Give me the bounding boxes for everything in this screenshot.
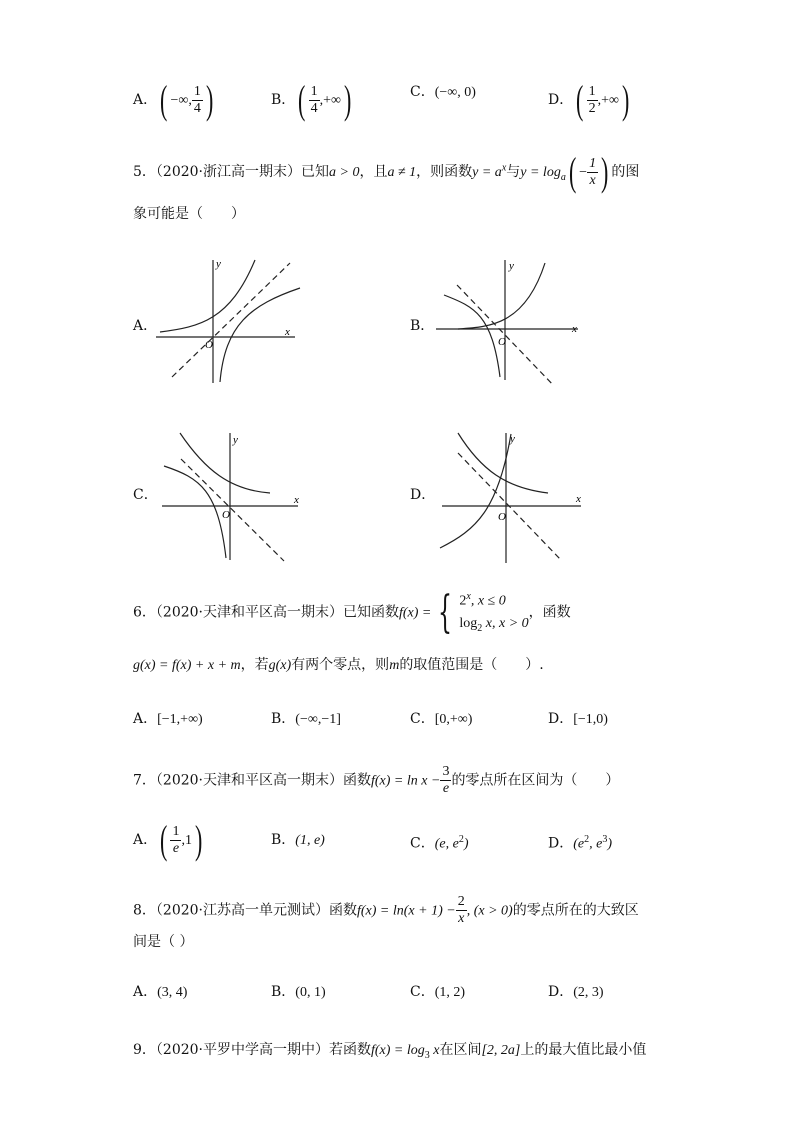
option-label: B． [271, 984, 296, 1000]
q8-stem-line2: 间是（ ） [133, 934, 194, 950]
option-text: (1, 2) [434, 985, 466, 1000]
option-label: A． [133, 832, 158, 848]
q7-option-d[interactable] [548, 830, 612, 855]
option-label: C． [410, 835, 435, 852]
q5-graph-label-d[interactable]: D． [410, 487, 436, 503]
axis-x-label: x [285, 326, 290, 338]
origin-label: O [222, 509, 230, 521]
option-text: ,+∞ [319, 93, 342, 108]
math: f(x) = ln x − [371, 773, 441, 789]
fraction: $\frac{2}{x}$ [457, 894, 465, 926]
q8-option-a[interactable] [133, 982, 187, 1003]
dashed-line [181, 459, 284, 561]
option-text: (e, e [434, 836, 459, 852]
math: [2, 2a] [481, 1043, 521, 1058]
math: y = a [472, 165, 502, 180]
option-label: C． [410, 984, 435, 1000]
option-text: (−∞,−1] [295, 712, 341, 727]
option-text: [−1,0) [573, 712, 608, 727]
option-text: , e [589, 836, 603, 852]
option-label: A． [133, 711, 158, 727]
axis-x-label: x [572, 323, 577, 335]
q7-option-c[interactable] [410, 830, 468, 855]
origin-label: O [205, 339, 213, 351]
q9-stem-line1 [133, 1040, 646, 1066]
axis-y-label: y [510, 433, 515, 445]
axis-y-label: y [233, 434, 238, 446]
question-text: 的零点所在的大致区 [512, 902, 639, 919]
math: a > 0 [329, 165, 360, 180]
q7-option-a[interactable] [133, 817, 205, 862]
option-text: (3, 4) [157, 985, 188, 1000]
q6-stem-line1 [133, 586, 571, 639]
exponential-curve [160, 260, 255, 332]
piecewise-cases: 2$^x$, x ≤ 0 $\log_2 x$, x > 0 [459, 591, 529, 634]
graph-a[interactable] [150, 255, 310, 385]
right-paren: ) [344, 77, 352, 122]
origin-label: O [498, 511, 506, 523]
origin-label: O [498, 336, 506, 348]
q6-stem-line2 [133, 655, 544, 676]
q4-option-b[interactable] [271, 77, 354, 122]
question-text: ，若 [240, 657, 269, 673]
option-label: D． [548, 835, 574, 852]
q6-option-a[interactable] [133, 709, 203, 730]
option-text: (−∞, 0) [434, 85, 476, 100]
option-text: ) [607, 836, 613, 852]
option-text: ,1 [181, 833, 192, 848]
log-curve [444, 295, 500, 377]
option-text: −∞, [170, 93, 192, 108]
q6-option-c[interactable] [410, 709, 472, 730]
question-text: 的图 [611, 164, 640, 180]
question-text: ，则函数 [416, 164, 473, 180]
graph-c[interactable] [160, 430, 310, 565]
right-paren: ) [601, 149, 609, 194]
fraction: $\frac{1}{4}$ [310, 83, 318, 116]
q4-option-d[interactable] [548, 77, 632, 122]
option-text: (2, 3) [573, 985, 604, 1000]
question-text: 7．（2020·天津和平区高一期末）函数 [133, 772, 371, 789]
curve-upper [458, 433, 548, 493]
option-text: (1, e) [295, 833, 325, 848]
option-label: A． [133, 92, 158, 108]
graph-b[interactable] [430, 255, 590, 385]
question-text: 9．（2020·平罗中学高一期中）若函数 [133, 1042, 371, 1058]
option-text: ,+∞ [597, 93, 619, 108]
option-label: A． [133, 984, 158, 1000]
q4-option-a[interactable] [133, 77, 216, 122]
question-text: ，函数 [528, 604, 571, 621]
q6-option-b[interactable] [271, 709, 341, 730]
q7-option-b[interactable] [271, 830, 325, 851]
option-text: (0, 1) [295, 985, 326, 1000]
right-paren: ) [621, 77, 630, 122]
fraction: $\frac{1}{x}$ [589, 155, 597, 188]
math: − [579, 165, 588, 180]
q5-graph-label-b[interactable]: B． [410, 318, 435, 334]
option-text: [−1,+∞) [157, 712, 203, 727]
option-text: (e [573, 836, 585, 852]
q5-stem-line2: 象可能是（ ） [133, 206, 245, 222]
option-text: 3 [602, 834, 608, 845]
left-paren: ( [576, 77, 584, 122]
fraction: $\frac{1}{e}$ [172, 823, 180, 856]
math: f(x) = log [371, 1043, 425, 1058]
left-paren: ( [160, 77, 168, 122]
q7-stem [133, 764, 619, 797]
left-paren: ( [568, 149, 577, 194]
right-paren: ) [194, 817, 203, 862]
math: , (x > 0) [466, 903, 513, 919]
option-label: C． [410, 711, 435, 727]
math: g(x) = f(x) + x + m [133, 658, 241, 673]
math: f(x) = [399, 605, 432, 621]
math: a [560, 171, 566, 183]
option-text: 2 [458, 834, 464, 845]
right-paren: ) [205, 77, 214, 122]
option-label: D． [548, 711, 574, 727]
q8-option-b[interactable] [271, 982, 326, 1003]
exponential-curve [458, 263, 545, 329]
math: y = log [520, 165, 561, 180]
q8-option-c[interactable] [410, 982, 465, 1003]
fraction: $\frac{1}{2}$ [588, 83, 596, 116]
q4-option-c[interactable] [410, 82, 476, 103]
question-text: 与 [506, 164, 521, 180]
q8-option-d[interactable] [548, 982, 604, 1003]
math: m [389, 658, 400, 673]
math: x [429, 1043, 440, 1058]
question-text: 有两个零点，则 [291, 657, 390, 673]
math: f(x) = ln(x + 1) − [357, 903, 456, 919]
question-text: ，且 [359, 164, 388, 180]
option-label: C． [410, 84, 435, 100]
curve-upper [180, 433, 270, 493]
left-paren: ( [298, 77, 306, 122]
fraction: $\frac{1}{4}$ [193, 83, 201, 116]
q5-stem-line1 [133, 149, 640, 194]
math: a ≠ 1 [387, 165, 417, 180]
option-label: D． [548, 984, 574, 1000]
question-text: 8．（2020·江苏高一单元测试）函数 [133, 902, 357, 919]
q5-graph-label-a[interactable]: A． [133, 318, 158, 334]
dashed-line [172, 263, 290, 377]
graph-d[interactable] [436, 430, 586, 565]
question-text: 上的最大值比最小值 [520, 1042, 647, 1058]
option-label: B． [271, 711, 296, 727]
left-paren: ( [160, 817, 168, 862]
option-text: [0,+∞) [434, 712, 473, 727]
axis-y-label: y [216, 258, 221, 270]
curve-lower [440, 434, 511, 548]
math: g(x) [268, 658, 292, 673]
axis-y-label: y [509, 260, 514, 272]
q8-stem-line1 [133, 894, 639, 927]
fraction: $\frac{3}{e}$ [442, 764, 450, 796]
q6-option-d[interactable] [548, 709, 608, 730]
option-label: B． [271, 832, 296, 848]
axis-x-label: x [294, 494, 299, 506]
question-text: 的取值范围是（ ）. [399, 657, 544, 673]
curve-lower [164, 466, 226, 558]
option-text: 2 [584, 834, 590, 845]
q5-graph-label-c[interactable]: C． [133, 487, 158, 503]
option-label: B． [271, 92, 296, 108]
question-text: 5．（2020·浙江高一期末）已知 [133, 164, 329, 180]
option-text: ) [463, 836, 469, 852]
math: x [501, 162, 507, 174]
axis-x-label: x [576, 493, 581, 505]
left-brace: { [438, 586, 453, 638]
question-text: 6．（2020·天津和平区高一期末）已知函数 [133, 604, 399, 621]
question-text: 在区间 [439, 1042, 482, 1058]
question-text: 的零点所在区间为（ ） [451, 772, 620, 789]
option-label: D． [548, 92, 574, 108]
dashed-line [457, 285, 557, 385]
math: 3 [424, 1049, 430, 1061]
